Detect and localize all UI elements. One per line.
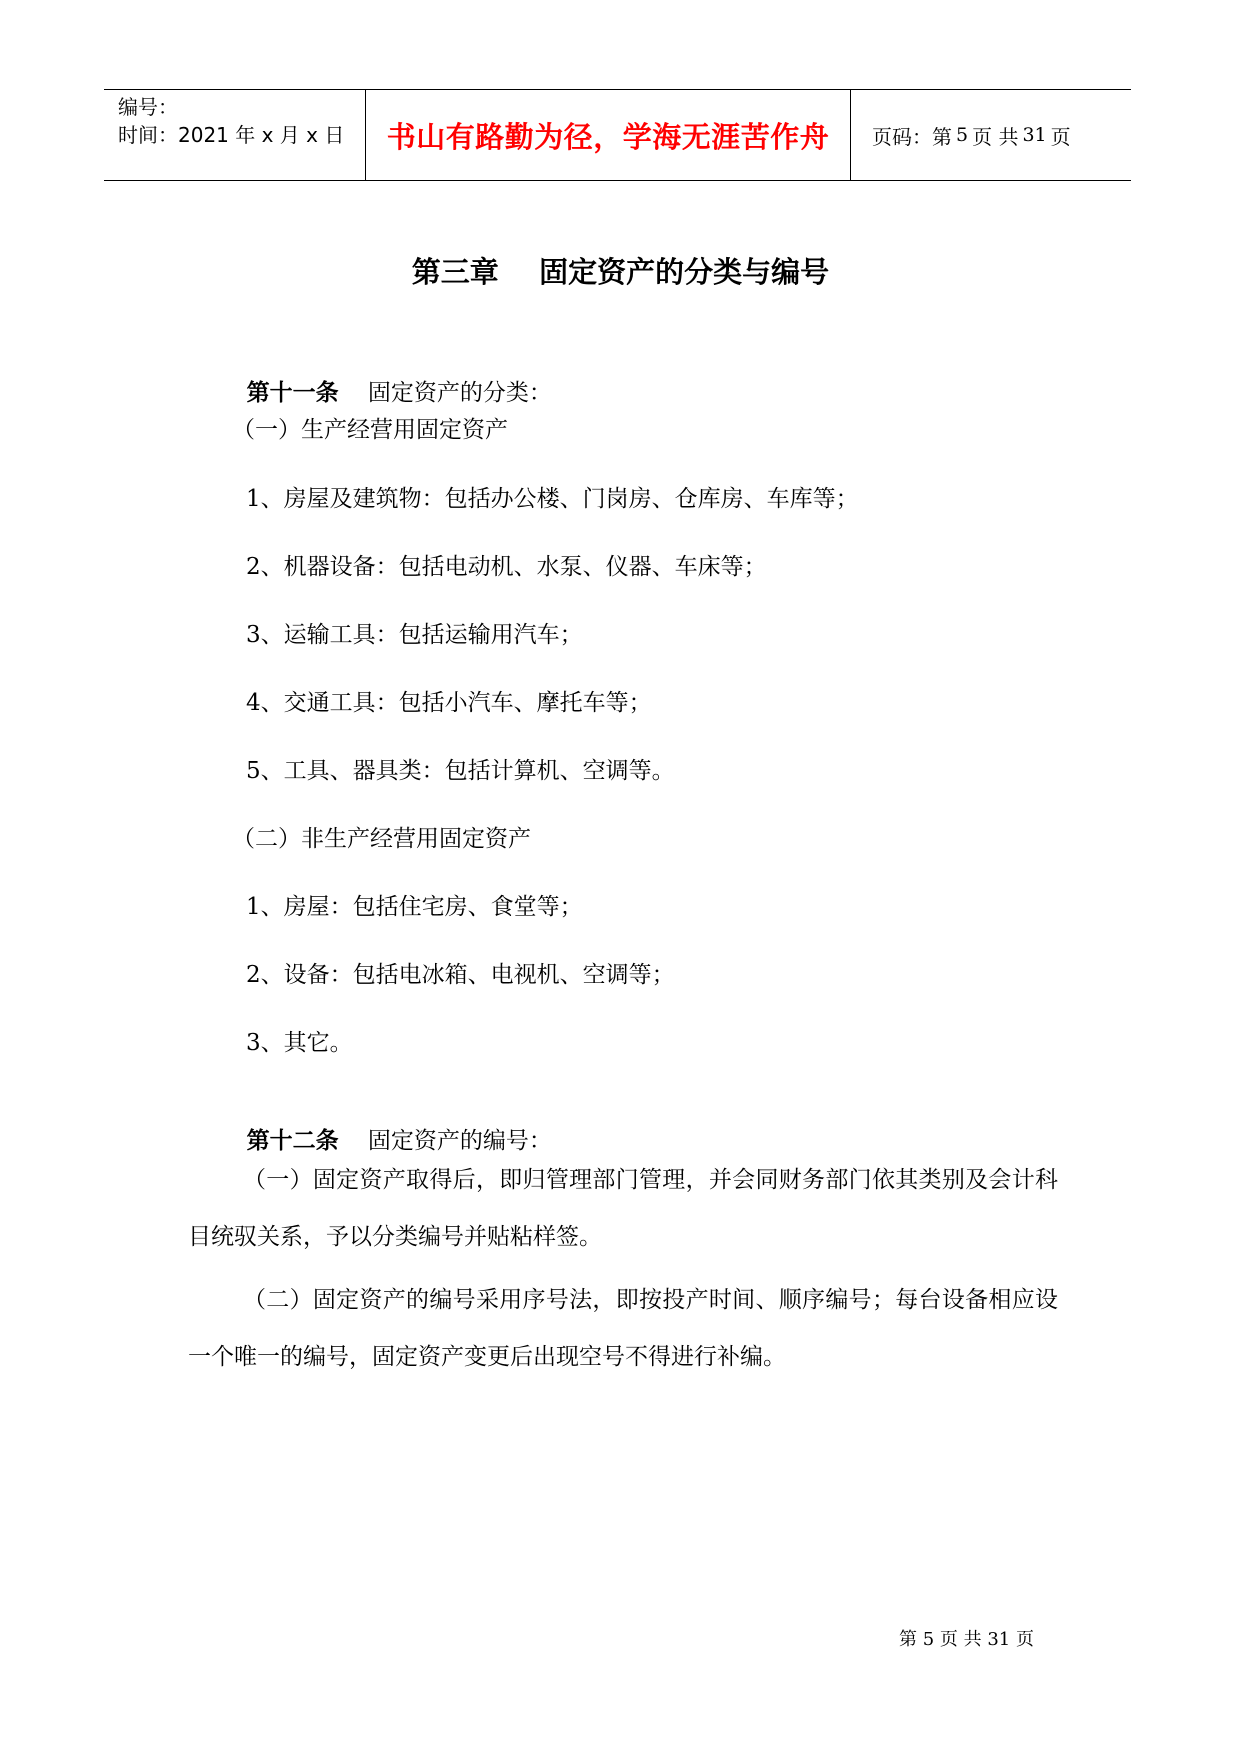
article-12-paragraph-2: （二）固定资产的编号采用序号法，即按投产时间、顺序编号；每台设备相应设一个唯一的编号，固定资产变更后出现空号不得进行补编。 <box>188 1287 1058 1370</box>
list-item: 5、工具、器具类：包括计算机、空调等。 <box>246 758 675 784</box>
list-item: 1、房屋：包括住宅房、食堂等； <box>246 894 583 920</box>
article-12 <box>232 1096 552 1156</box>
header-divider <box>850 90 851 180</box>
chapter-title: 第三章 固定资产的分类与编号 <box>411 255 830 289</box>
header-page-info <box>872 90 1071 180</box>
page-total: 31 <box>1022 124 1047 146</box>
serial-label: 编号： <box>118 95 178 119</box>
article-12-head: 第十二条 <box>246 1128 339 1154</box>
page-mid: 页 共 <box>972 124 1019 149</box>
page-footer: 第 5 页 共 31 页 <box>899 1629 1034 1650</box>
header-motto: 书山有路勤为径，学海无涯苦作舟 <box>386 119 830 154</box>
list-item: 2、机器设备：包括电动机、水泵、仪器、车床等； <box>246 554 767 580</box>
article-11-head: 第十一条 <box>246 380 339 406</box>
article-11-text: 固定资产的分类： <box>367 380 552 406</box>
list-item: 3、运输工具：包括运输用汽车； <box>246 622 583 648</box>
page-prefix: 页码：第 <box>872 124 952 149</box>
list-item: 1、房屋及建筑物：包括办公楼、门岗房、仓库房、车库等； <box>246 486 859 512</box>
section-1-title: （一）生产经营用固定资产 <box>232 417 508 443</box>
list-item: 3、其它。 <box>246 1030 353 1056</box>
page-header <box>104 89 1131 181</box>
page-suffix: 页 <box>1050 124 1071 149</box>
article-11 <box>232 348 552 408</box>
list-item: 4、交通工具：包括小汽车、摩托车等； <box>246 690 652 716</box>
article-12-paragraph-1: （一）固定资产取得后，即归管理部门管理，并会同财务部门依其类别及会计科目统驭关系，予以分类编号并贴粘样签。 <box>188 1167 1058 1250</box>
list-item: 2、设备：包括电冰箱、电视机、空调等； <box>246 962 675 988</box>
header-meta <box>118 93 344 149</box>
section-2-title: （二）非生产经营用固定资产 <box>232 826 531 852</box>
page-current: 5 <box>956 124 969 146</box>
article-12-text: 固定资产的编号： <box>367 1128 552 1154</box>
time-label: 时间：2021 年 x 月 x 日 <box>118 123 345 147</box>
